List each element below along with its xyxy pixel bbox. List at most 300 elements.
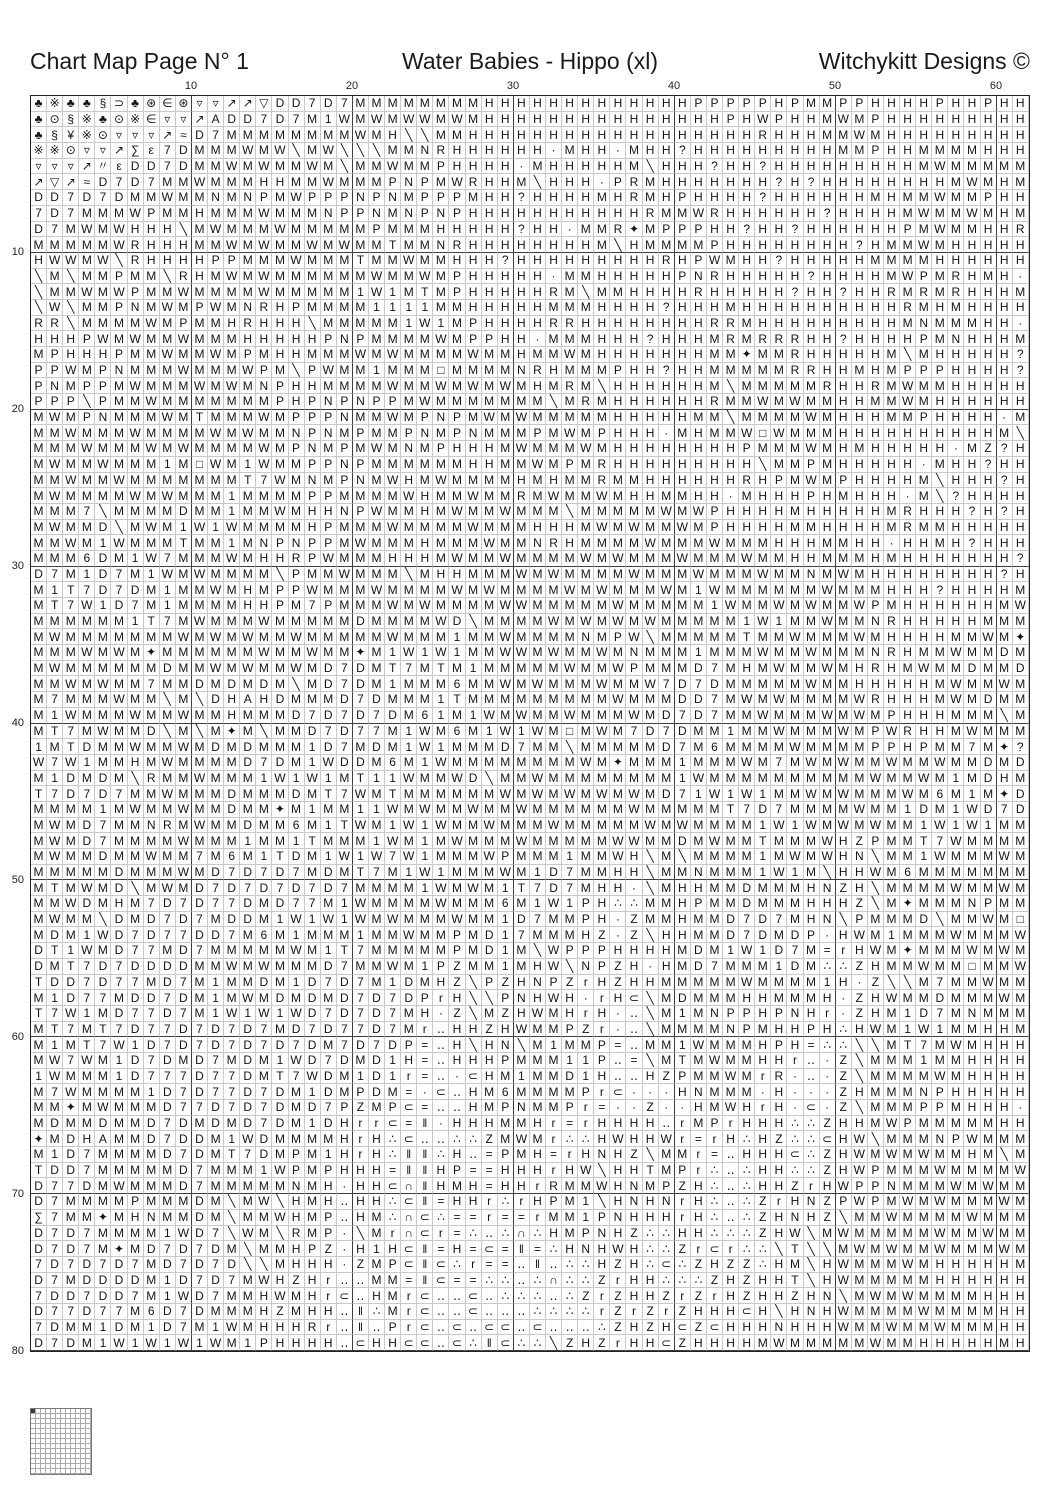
chart-cell: 7 [144,1006,160,1022]
chart-cell: M [192,598,208,614]
chart-cell: M [964,1194,980,1210]
chart-cell: M [208,378,224,394]
chart-cell: M [321,1131,337,1147]
chart-cell: D [144,1037,160,1053]
chart-cell: M [948,316,964,332]
chart-cell: ∴ [739,1241,755,1257]
chart-cell: ‥ [723,1194,739,1210]
chart-cell: M [79,676,95,692]
chart-cell: M [272,488,288,504]
chart-cell: M [900,661,916,677]
chart-cell: W [63,425,79,441]
chart-cell: M [417,331,433,347]
chart-cell: M [176,1210,192,1226]
chart-cell: M [739,739,755,755]
chart-cell: 7 [337,661,353,677]
chart-cell: H [932,347,948,363]
chart-cell: · [562,222,578,238]
chart-cell: M [272,425,288,441]
chart-cell: M [804,425,820,441]
chart-cell: P [546,975,562,991]
chart-cell: M [916,880,932,896]
chart-cell: · [578,990,594,1006]
chart-cell: M [482,833,498,849]
chart-cell: 7 [337,739,353,755]
chart-cell: M [578,676,594,692]
chart-cell: M [128,692,144,708]
chart-cell: W [546,990,562,1006]
chart-cell: M [948,724,964,740]
chart-cell: W [289,190,305,206]
chart-cell: H [997,1257,1013,1273]
chart-cell: R [948,284,964,300]
chart-cell: M [305,1178,321,1194]
chart-cell: M [578,692,594,708]
chart-cell: M [820,535,836,551]
chart-cell: M [31,1100,47,1116]
chart-cell: P [289,1163,305,1179]
chart-cell: N [433,206,449,222]
chart-cell: M [31,724,47,740]
chart-cell: W [932,755,948,771]
chart-cell: M [659,990,675,1006]
chart-cell: M [417,378,433,394]
chart-cell: ∴ [466,1226,482,1242]
chart-cell: M [401,143,417,159]
chart-cell: M [192,708,208,724]
chart-cell: M [1013,708,1029,724]
chart-cell: H [385,1335,401,1351]
chart-cell: H [643,1210,659,1226]
chart-cell: R [948,269,964,285]
chart-cell: H [530,127,546,143]
chart-cell: H [964,520,980,536]
chart-cell: M [948,959,964,975]
chart-cell: D [63,1335,79,1351]
chart-cell: M [305,959,321,975]
chart-cell: W [208,222,224,238]
chart-cell: M [1013,865,1029,881]
chart-cell: P [353,206,369,222]
chart-cell: H [272,551,288,567]
chart-cell: 1 [256,771,272,787]
chart-cell: 1 [128,1037,144,1053]
chart-cell: M [804,520,820,536]
chart-cell: 1 [63,943,79,959]
chart-cell: M [144,347,160,363]
chart-cell: M [836,535,852,551]
chart-cell: H [1013,1273,1029,1289]
chart-cell: ‥ [449,1100,465,1116]
chart-cell: 7 [675,739,691,755]
chart-cell: H [771,1022,787,1038]
chart-cell: M [449,316,465,332]
chart-cell: 1 [514,724,530,740]
chart-cell: M [932,143,948,159]
chart-cell: W [176,802,192,818]
chart-cell: M [466,112,482,128]
chart-cell: M [272,284,288,300]
chart-cell: M [385,739,401,755]
chart-cell: D [192,1288,208,1304]
chart-cell: H [610,316,626,332]
chart-cell: H [659,127,675,143]
chart-cell: H [643,1194,659,1210]
chart-cell: D [208,1273,224,1289]
chart-cell: M [900,1069,916,1085]
chart-cell: 1 [530,865,546,881]
chart-cell: H [1013,473,1029,489]
chart-cell: M [417,96,433,112]
chart-cell: M [63,551,79,567]
chart-cell: M [932,692,948,708]
chart-cell: H [900,96,916,112]
chart-cell: = [594,1100,610,1116]
chart-cell: H [643,378,659,394]
chart-cell: M [787,708,803,724]
chart-cell: M [369,1210,385,1226]
chart-cell: M [353,316,369,332]
chart-cell: M [353,833,369,849]
chart-cell: M [240,802,256,818]
chart-cell: M [868,629,884,645]
chart-cell: Z [610,1288,626,1304]
chart-cell: M [95,1194,111,1210]
chart-cell: Z [482,1131,498,1147]
chart-cell: M [755,724,771,740]
chart-cell: 1 [272,1053,288,1069]
chart-cell: M [820,802,836,818]
chart-cell: ⊂ [675,1320,691,1336]
chart-cell: M [964,222,980,238]
chart-cell: M [514,378,530,394]
chart-cell: M [530,1100,546,1116]
chart-cell: M [964,1288,980,1304]
chart-cell: M [63,237,79,253]
chart-cell: M [787,771,803,787]
chart-cell: M [659,237,675,253]
chart-cell: H [884,174,900,190]
chart-cell: P [337,206,353,222]
chart-cell: 1 [289,975,305,991]
chart-cell: N [111,363,127,379]
chart-cell: M [466,739,482,755]
chart-cell: M [385,880,401,896]
chart-cell: P [272,378,288,394]
chart-cell: W [433,818,449,834]
chart-cell: D [916,912,932,928]
chart-cell: M [723,567,739,583]
chart-cell: H [787,190,803,206]
chart-cell: M [369,912,385,928]
chart-cell: P [562,457,578,473]
chart-cell: T [514,880,530,896]
chart-cell: M [675,504,691,520]
chart-cell: M [675,629,691,645]
chart-cell: ∈ [160,96,176,112]
chart-cell: ‥ [433,1053,449,1069]
chart-cell: r [546,1116,562,1132]
chart-cell: H [836,457,852,473]
chart-cell: N [514,1100,530,1116]
chart-cell: M [964,849,980,865]
chart-cell: M [981,959,997,975]
chart-cell: W [514,441,530,457]
chart-cell: H [868,269,884,285]
chart-cell: M [916,1320,932,1336]
chart-cell: M [804,692,820,708]
chart-cell: M [884,1273,900,1289]
chart-cell: M [128,1178,144,1194]
chart-cell: H [964,300,980,316]
chart-cell: Z [820,1163,836,1179]
chart-cell: M [997,927,1013,943]
chart-cell: M [79,708,95,724]
chart-cell: D [723,912,739,928]
chart-cell: R [31,316,47,332]
chart-cell: N [240,300,256,316]
chart-cell: H [755,1037,771,1053]
chart-cell: D [95,959,111,975]
chart-cell: M [466,676,482,692]
chart-cell: M [723,614,739,630]
chart-cell: M [1013,1226,1029,1242]
chart-cell: W [224,159,240,175]
chart-cell: M [240,253,256,269]
chart-cell: · [836,990,852,1006]
chart-cell: D [272,865,288,881]
chart-cell: = [626,1053,642,1069]
chart-cell: M [305,786,321,802]
chart-cell: D [337,1006,353,1022]
chart-cell: H [530,300,546,316]
chart-cell: W [787,1226,803,1242]
chart-cell: M [981,661,997,677]
chart-cell: M [514,896,530,912]
chart-cell: H [272,316,288,332]
chart-cell: M [981,1116,997,1132]
chart-cell: M [932,378,948,394]
chart-cell: · [610,1022,626,1038]
chart-cell: M [401,331,417,347]
chart-cell: P [289,567,305,583]
chart-cell: H [466,1022,482,1038]
chart-cell: ╲ [466,990,482,1006]
chart-cell: M [79,473,95,489]
chart-cell: Z [691,1257,707,1273]
chart-cell: W [900,786,916,802]
chart-cell: 1 [578,1053,594,1069]
chart-cell: H [449,567,465,583]
chart-cell: · [787,1084,803,1100]
chart-cell: 7 [160,1116,176,1132]
chart-cell: ╲ [240,1257,256,1273]
chart-cell: M [417,441,433,457]
chart-cell: P [739,1022,755,1038]
chart-cell: M [804,708,820,724]
chart-cell: W [256,410,272,426]
chart-cell: ‥ [337,1335,353,1351]
chart-cell: M [482,425,498,441]
chart-cell: M [884,1131,900,1147]
chart-cell: M [192,959,208,975]
chart-cell: ╲ [417,127,433,143]
chart-cell: 7 [305,880,321,896]
chart-cell: H [626,1241,642,1257]
chart-cell: M [626,535,642,551]
chart-cell: M [144,755,160,771]
chart-cell: M [192,284,208,300]
chart-cell: ε [144,143,160,159]
chart-cell: M [997,896,1013,912]
chart-cell: H [289,331,305,347]
chart-cell: D [385,708,401,724]
chart-cell: M [128,629,144,645]
chart-cell: 1 [675,1037,691,1053]
chart-cell: Z [675,1178,691,1194]
chart-cell: M [659,629,675,645]
chart-cell: W [787,394,803,410]
chart-cell: Z [771,1131,787,1147]
chart-cell: W [852,1131,868,1147]
chart-cell: 1 [337,896,353,912]
chart-cell: ‥ [482,1226,498,1242]
chart-cell: P [449,190,465,206]
chart-cell: M [562,818,578,834]
chart-cell: M [836,1335,852,1351]
chart-cell: M [981,206,997,222]
chart-cell: M [820,551,836,567]
chart-cell: M [659,692,675,708]
chart-cell: H [964,457,980,473]
chart-cell: M [433,253,449,269]
chart-cell: M [675,582,691,598]
chart-cell: P [289,300,305,316]
chart-cell: H [321,1194,337,1210]
chart-cell: H [981,1037,997,1053]
chart-cell: M [63,1194,79,1210]
chart-cell: M [79,724,95,740]
chart-cell: H [530,190,546,206]
chart-cell: H [981,410,997,426]
chart-cell: M [224,1304,240,1320]
chart-cell: P [932,1084,948,1100]
chart-cell: M [353,629,369,645]
chart-cell: H [385,551,401,567]
chart-cell: M [916,1273,932,1289]
chart-cell: M [707,331,723,347]
chart-cell: Z [498,1006,514,1022]
chart-cell: M [95,316,111,332]
chart-cell: M [643,692,659,708]
chart-cell: M [594,771,610,787]
chart-cell: H [256,551,272,567]
chart-cell: W [433,378,449,394]
chart-cell: M [578,582,594,598]
chart-cell: M [240,159,256,175]
chart-cell: M [707,1084,723,1100]
chart-cell: W [755,394,771,410]
chart-cell: H [820,222,836,238]
chart-cell: M [755,410,771,426]
chart-cell: M [675,206,691,222]
chart-cell: D [369,739,385,755]
chart-cell: H [449,990,465,1006]
chart-cell: H [707,473,723,489]
chart-cell: T [755,833,771,849]
chart-cell: M [160,708,176,724]
chart-cell: D [47,1288,63,1304]
chart-cell: 1 [562,1053,578,1069]
chart-cell: ⊂ [417,1335,433,1351]
chart-cell: 7 [289,1069,305,1085]
chart-cell: M [578,504,594,520]
chart-cell: H [498,316,514,332]
chart-cell: M [820,473,836,489]
chart-cell: H [820,520,836,536]
chart-cell: M [111,394,127,410]
chart-cell: r [836,943,852,959]
chart-cell: M [820,96,836,112]
chart-cell: H [337,1163,353,1179]
chart-cell: H [771,284,787,300]
chart-cell: W [626,520,642,536]
chart-cell: M [31,457,47,473]
chart-cell: M [884,363,900,379]
chart-cell: W [192,614,208,630]
chart-cell: P [321,535,337,551]
chart-cell: M [272,1147,288,1163]
chart-cell: P [417,206,433,222]
chart-cell: H [900,676,916,692]
chart-cell: H [691,174,707,190]
chart-cell: M [868,1257,884,1273]
chart-cell: T [47,1022,63,1038]
chart-cell: N [868,614,884,630]
chart-cell: M [804,849,820,865]
chart-cell: M [305,1163,321,1179]
chart-cell: H [160,222,176,238]
chart-cell: W [916,237,932,253]
chart-cell: M [1013,331,1029,347]
chart-cell: Z [836,1069,852,1085]
chart-cell: M [771,786,787,802]
chart-cell: 7 [47,222,63,238]
chart-cell: 7 [707,692,723,708]
chart-cell: H [562,159,578,175]
chart-cell: M [932,771,948,787]
chart-cell: M [787,410,803,426]
chart-cell: P [449,425,465,441]
chart-cell: M [739,535,755,551]
chart-cell: ♣ [31,112,47,128]
chart-cell: M [755,739,771,755]
chart-cell: M [47,676,63,692]
chart-cell: M [691,1053,707,1069]
chart-cell: N [659,1194,675,1210]
chart-cell: W [466,347,482,363]
chart-cell: ╲ [643,990,659,1006]
chart-cell: Z [868,975,884,991]
chart-cell: M [498,535,514,551]
chart-cell: H [932,394,948,410]
chart-cell: 7 [353,943,369,959]
chart-cell: ▿ [144,127,160,143]
chart-cell: M [79,457,95,473]
chart-cell: D [31,1335,47,1351]
chart-cell: W [433,331,449,347]
chart-cell: M [128,473,144,489]
